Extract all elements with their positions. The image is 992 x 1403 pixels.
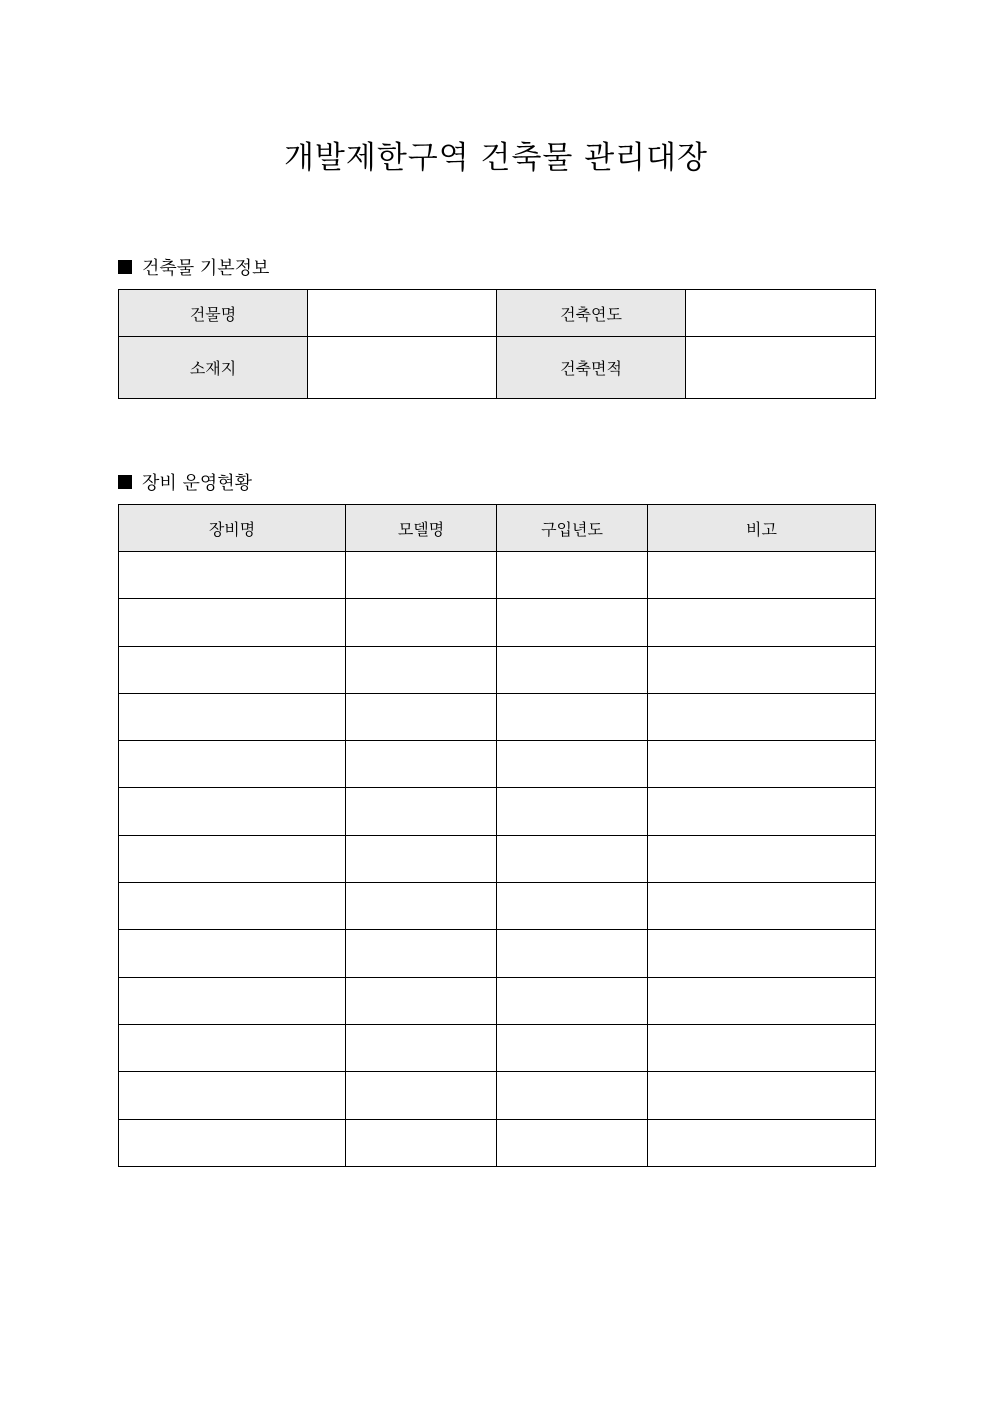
model-name-cell[interactable]: [346, 741, 497, 788]
page-title: 개발제한구역 건축물 관리대장: [283, 140, 708, 176]
equipment-name-cell[interactable]: [119, 1072, 346, 1119]
model-name-cell[interactable]: [346, 977, 497, 1024]
purchase-year-cell[interactable]: [497, 599, 648, 646]
table-row: [119, 290, 876, 337]
purchase-year-cell[interactable]: [497, 741, 648, 788]
building-name-field[interactable]: [308, 290, 497, 337]
remarks-cell[interactable]: [648, 930, 876, 977]
remarks-cell[interactable]: [648, 1119, 876, 1166]
purchase-year-cell[interactable]: [497, 788, 648, 835]
table-header-row: [119, 505, 876, 552]
basic-info-table: [118, 289, 876, 399]
label-year-built: 건축연도: [497, 290, 686, 337]
table-row: [119, 835, 876, 882]
model-name-cell[interactable]: [346, 599, 497, 646]
equipment-name-cell[interactable]: [119, 741, 346, 788]
remarks-cell[interactable]: [648, 599, 876, 646]
column-header-remarks: 비고: [648, 505, 876, 552]
remarks-cell[interactable]: [648, 883, 876, 930]
table-row: [119, 1024, 876, 1071]
model-name-cell[interactable]: [346, 835, 497, 882]
equipment-name-cell[interactable]: [119, 552, 346, 599]
table-row: [119, 646, 876, 693]
model-name-cell[interactable]: [346, 788, 497, 835]
purchase-year-cell[interactable]: [497, 646, 648, 693]
equipment-name-cell[interactable]: [119, 646, 346, 693]
building-area-field[interactable]: [686, 337, 876, 399]
remarks-cell[interactable]: [648, 693, 876, 740]
section-heading-basic-info: [118, 254, 269, 280]
equipment-name-cell[interactable]: [119, 883, 346, 930]
square-bullet-icon: [118, 475, 132, 489]
table-row: [119, 599, 876, 646]
model-name-cell[interactable]: [346, 930, 497, 977]
label-building-name: 건물명: [119, 290, 308, 337]
label-building-area: 건축면적: [497, 337, 686, 399]
remarks-cell[interactable]: [648, 646, 876, 693]
square-bullet-icon: [118, 260, 132, 274]
equipment-name-cell[interactable]: [119, 977, 346, 1024]
equipment-name-cell[interactable]: [119, 1024, 346, 1071]
column-header-equipment-name: 장비명: [119, 505, 346, 552]
section-heading-text: 건축물 기본정보: [142, 258, 270, 279]
table-row: [119, 552, 876, 599]
purchase-year-cell[interactable]: [497, 1072, 648, 1119]
purchase-year-cell[interactable]: [497, 1119, 648, 1166]
purchase-year-cell[interactable]: [497, 930, 648, 977]
remarks-cell[interactable]: [648, 1024, 876, 1071]
model-name-cell[interactable]: [346, 883, 497, 930]
model-name-cell[interactable]: [346, 1072, 497, 1119]
remarks-cell[interactable]: [648, 1072, 876, 1119]
remarks-cell[interactable]: [648, 552, 876, 599]
equipment-name-cell[interactable]: [119, 599, 346, 646]
table-row: [119, 1119, 876, 1166]
year-built-field[interactable]: [686, 290, 876, 337]
equipment-name-cell[interactable]: [119, 835, 346, 882]
model-name-cell[interactable]: [346, 1024, 497, 1071]
remarks-cell[interactable]: [648, 788, 876, 835]
column-header-model-name: 모델명: [346, 505, 497, 552]
purchase-year-cell[interactable]: [497, 835, 648, 882]
purchase-year-cell[interactable]: [497, 883, 648, 930]
table-row: [119, 1072, 876, 1119]
section-heading-equipment: [118, 469, 252, 495]
model-name-cell[interactable]: [346, 646, 497, 693]
purchase-year-cell[interactable]: [497, 977, 648, 1024]
location-field[interactable]: [308, 337, 497, 399]
section-heading-text: 장비 운영현황: [142, 473, 253, 494]
equipment-name-cell[interactable]: [119, 693, 346, 740]
remarks-cell[interactable]: [648, 835, 876, 882]
purchase-year-cell[interactable]: [497, 1024, 648, 1071]
equipment-name-cell[interactable]: [119, 788, 346, 835]
table-row: [119, 883, 876, 930]
remarks-cell[interactable]: [648, 741, 876, 788]
model-name-cell[interactable]: [346, 1119, 497, 1166]
table-row: [119, 337, 876, 399]
equipment-table: [118, 504, 876, 1167]
table-row: [119, 930, 876, 977]
purchase-year-cell[interactable]: [497, 693, 648, 740]
label-location: 소재지: [119, 337, 308, 399]
remarks-cell[interactable]: [648, 977, 876, 1024]
model-name-cell[interactable]: [346, 552, 497, 599]
equipment-name-cell[interactable]: [119, 1119, 346, 1166]
table-row: [119, 977, 876, 1024]
purchase-year-cell[interactable]: [497, 552, 648, 599]
table-row: [119, 788, 876, 835]
table-row: [119, 741, 876, 788]
model-name-cell[interactable]: [346, 693, 497, 740]
equipment-name-cell[interactable]: [119, 930, 346, 977]
table-row: [119, 693, 876, 740]
column-header-purchase-year: 구입년도: [497, 505, 648, 552]
